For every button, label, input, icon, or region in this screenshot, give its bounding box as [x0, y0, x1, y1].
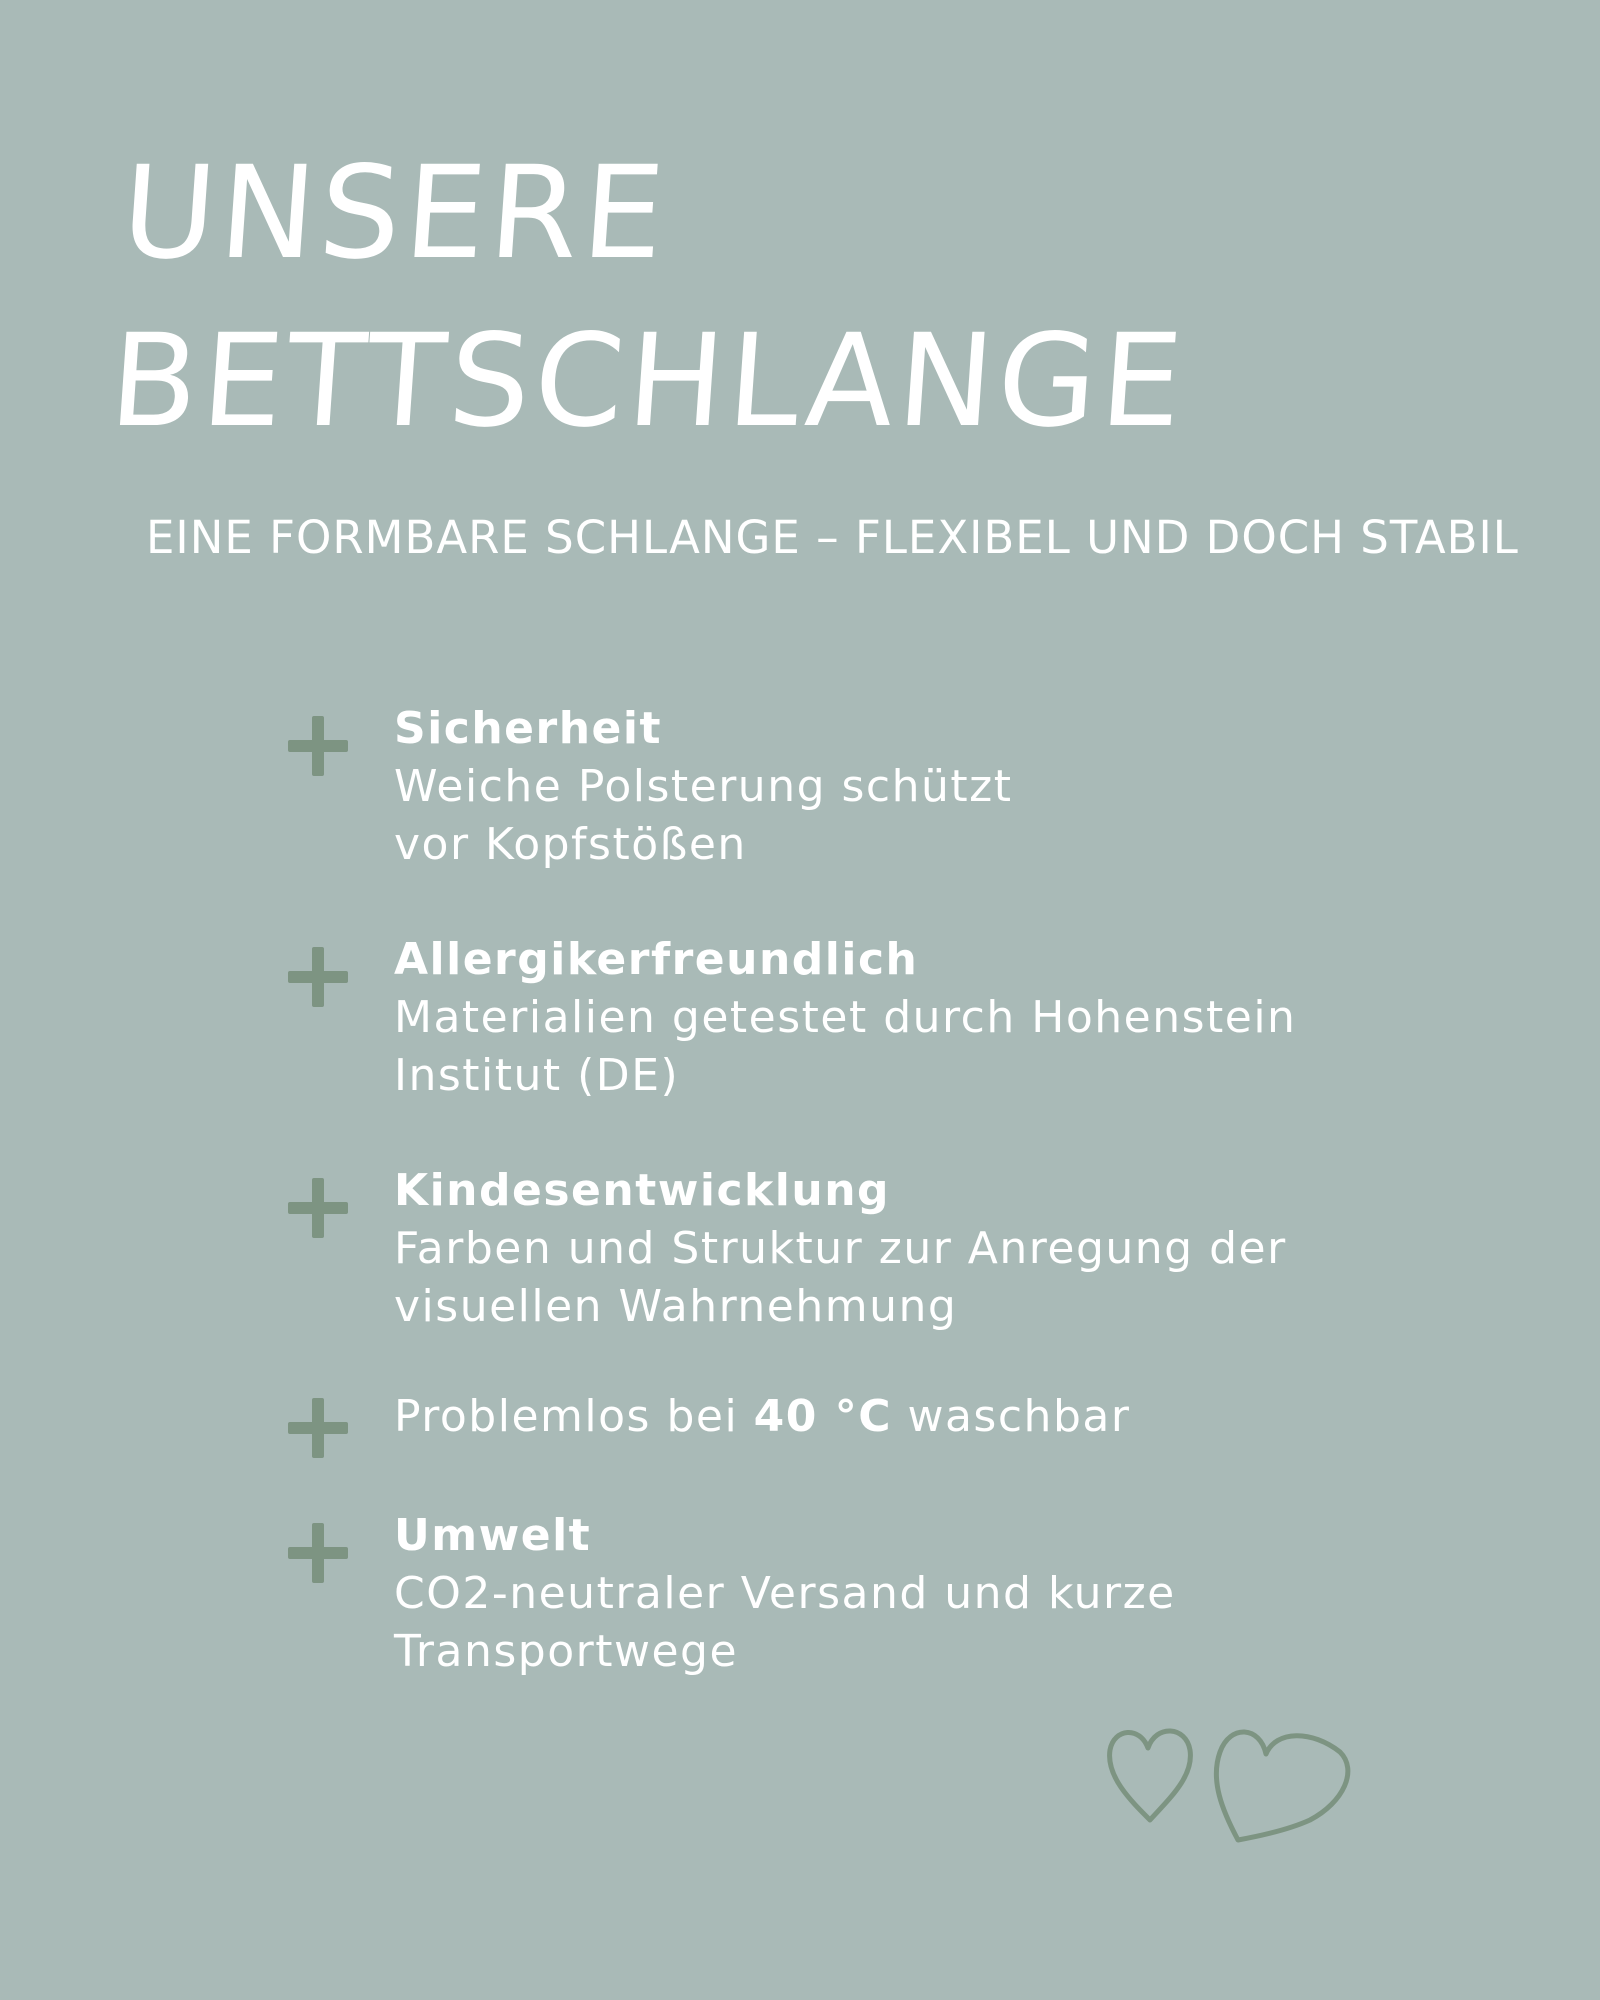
- plus-icon: [288, 1523, 348, 1583]
- page-title: [105, 130, 1204, 466]
- feature-description-line: [394, 1388, 1394, 1446]
- feature-title: Umwelt: [394, 1510, 592, 1561]
- feature-title: Allergikerfreundlich: [394, 934, 919, 985]
- feature-description-line: vor Kopfstößen: [394, 819, 747, 870]
- feature-description-line: Farben und Struktur zur Anregung der: [394, 1223, 1287, 1274]
- title-line-2: BETTSCHLANGE: [105, 307, 1191, 456]
- wash-text-before: Problemlos bei: [394, 1391, 754, 1442]
- feature-title: Kindesentwicklung: [394, 1165, 891, 1216]
- feature-description-line: visuellen Wahrnehmung: [394, 1281, 958, 1332]
- plus-icon: [288, 947, 348, 1007]
- small-heart-icon: [1110, 1731, 1191, 1820]
- plus-icon: [288, 716, 348, 776]
- feature-description-line: Transportwege: [394, 1626, 739, 1677]
- feature-description-line: Weiche Polsterung schützt: [394, 761, 1013, 812]
- wash-temperature: 40 °C: [753, 1391, 892, 1442]
- subtitle: EINE FORMBARE SCHLANGE – FLEXIBEL UND DOCH STABIL: [146, 511, 1519, 564]
- large-heart-icon: [1216, 1732, 1348, 1840]
- feature-description-line: CO2-neutraler Versand und kurze: [394, 1568, 1176, 1619]
- feature-title: Sicherheit: [394, 703, 662, 754]
- plus-icon: [288, 1398, 348, 1458]
- wash-text-after: waschbar: [892, 1391, 1131, 1442]
- title-line-1: UNSERE: [116, 139, 673, 288]
- hearts-icon: [1100, 1690, 1360, 1860]
- feature-description-line: Institut (DE): [394, 1050, 680, 1101]
- plus-icon: [288, 1178, 348, 1238]
- feature-description-line: Materialien getestet durch Hohenstein: [394, 992, 1297, 1043]
